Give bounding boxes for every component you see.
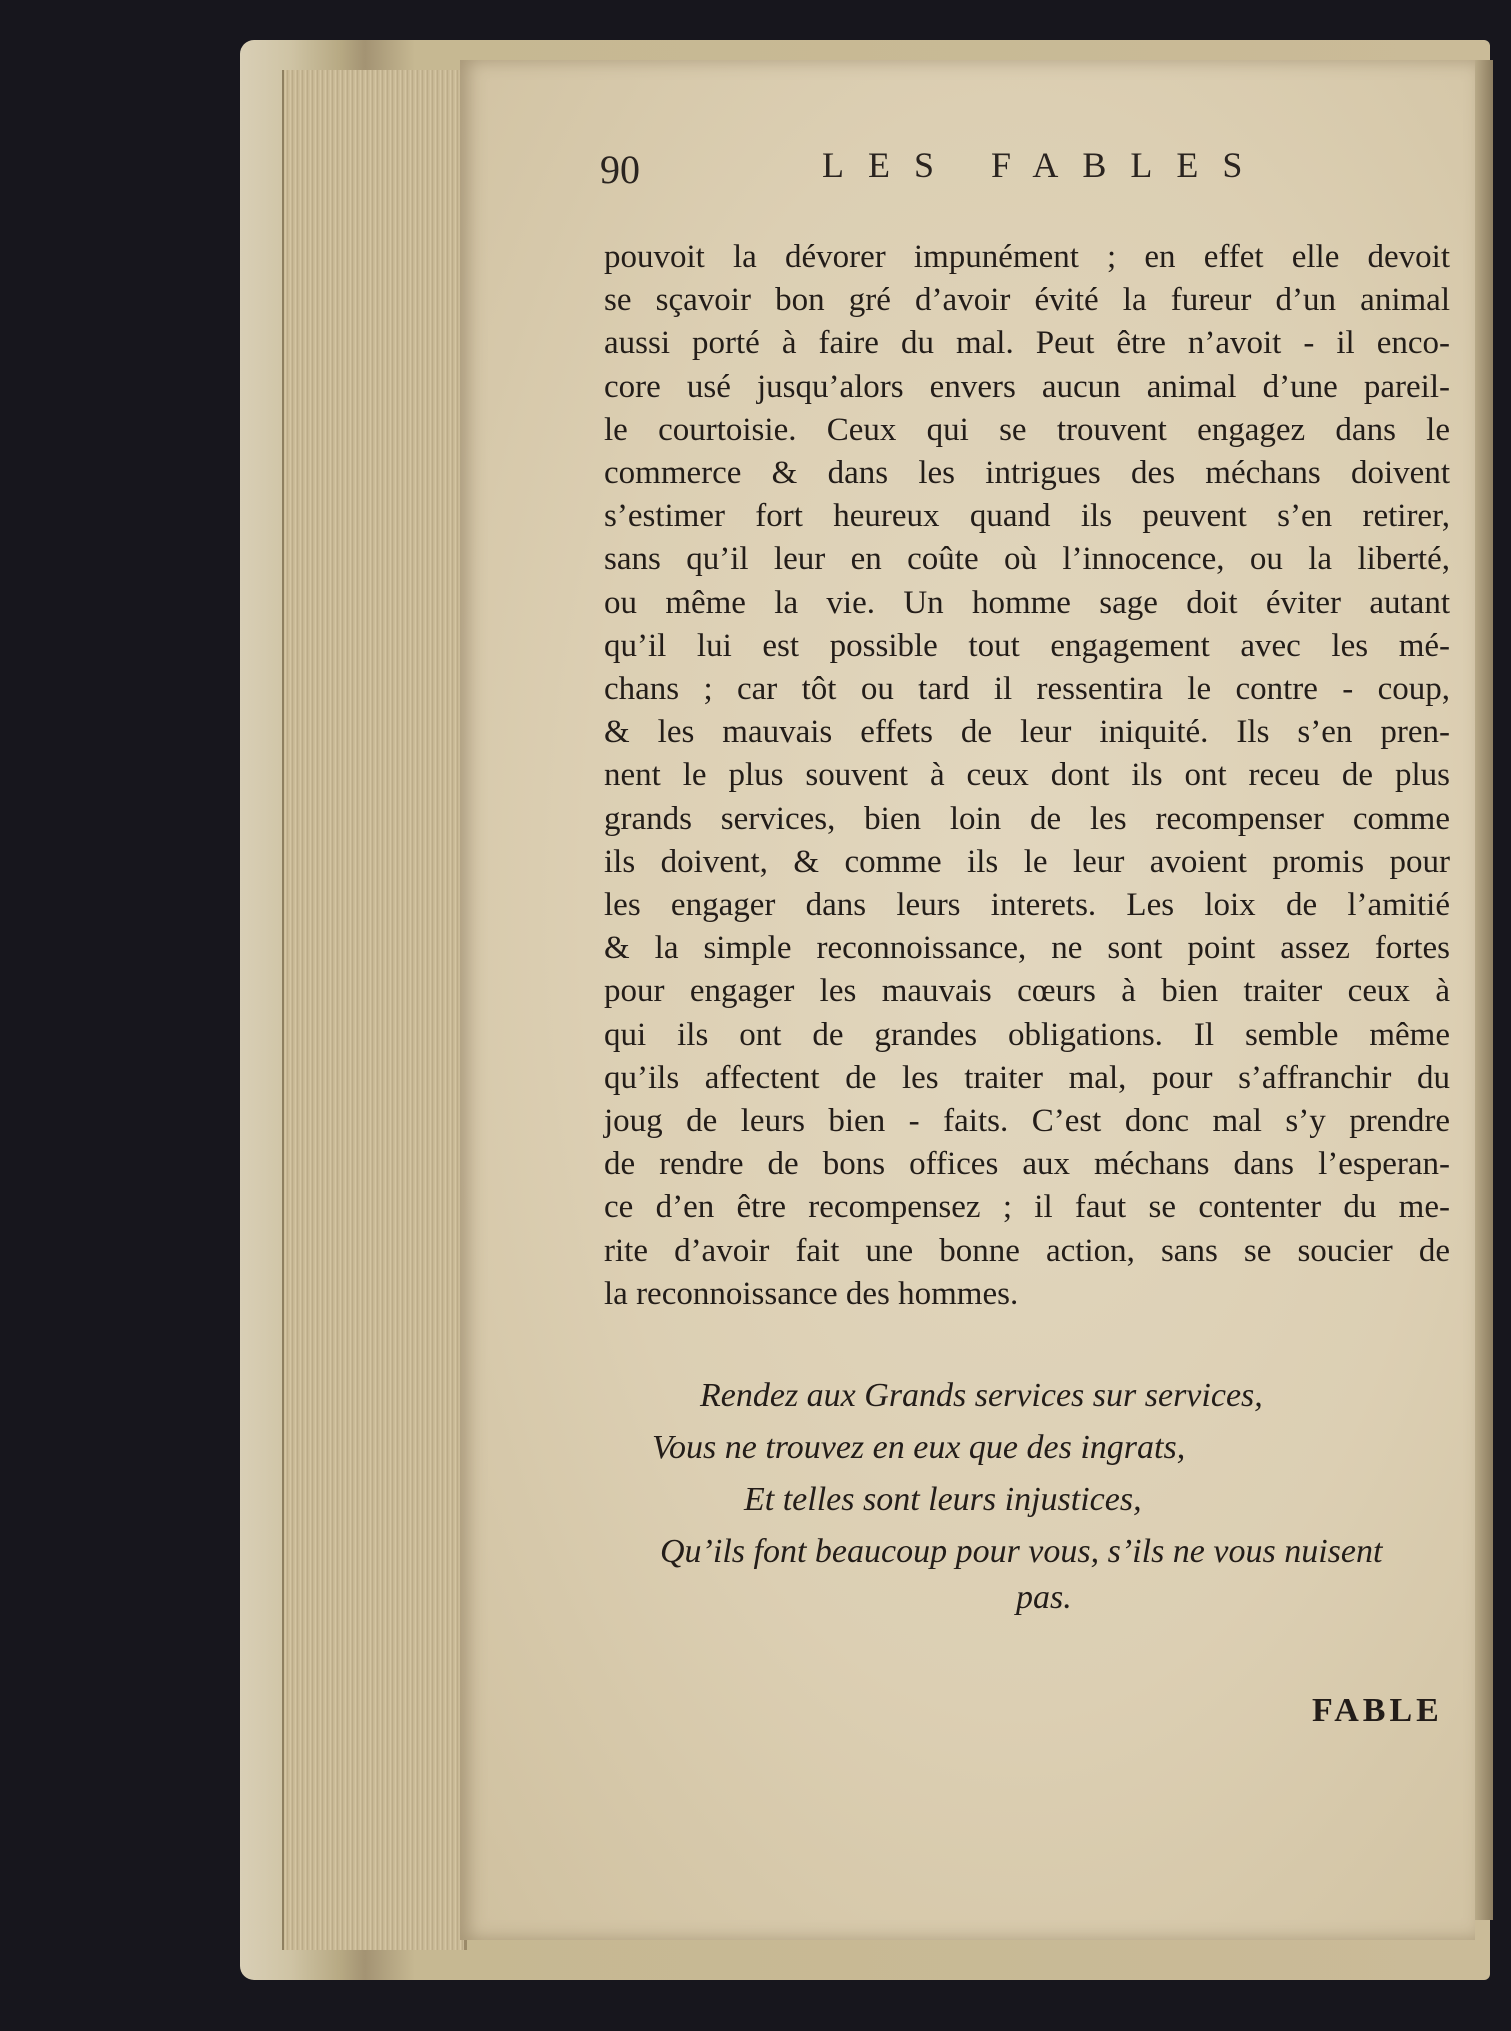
- text-line: se sçavoir bon gré d’avoir évité la fureur d’un animal: [604, 282, 1450, 319]
- text-line: qu’ils affectent de les traiter mal, pour s’affranchir du: [604, 1059, 1450, 1096]
- text-line: chans ; car tôt ou tard il ressentira le contre - coup,: [604, 671, 1450, 708]
- verse-line: Rendez aux Grands services sur services,: [700, 1377, 1263, 1414]
- text-line: la reconnoissance des hommes.: [604, 1275, 1019, 1312]
- verse-line: Vous ne trouvez en eux que des ingrats,: [652, 1429, 1186, 1466]
- text-line: de rendre de bons offices aux méchans dans l’esperan-: [604, 1146, 1450, 1183]
- text-line: joug de leurs bien - faits. C’est donc mal s’y prendre: [604, 1103, 1450, 1140]
- page-gutter: [1475, 60, 1493, 1920]
- page-number: 90: [600, 147, 640, 192]
- text-line: pour engager les mauvais cœurs à bien traiter ceux à: [604, 973, 1450, 1010]
- text-line: nent le plus souvent à ceux dont ils ont receu de plus: [604, 757, 1450, 794]
- text-line: sans qu’il leur en coûte où l’innocence, ou la liberté,: [604, 541, 1450, 578]
- text-line: & la simple reconnoissance, ne sont point assez fortes: [604, 930, 1450, 967]
- verse-line: Qu’ils font beaucoup pour vous, s’ils ne vous nuisent: [660, 1533, 1383, 1570]
- text-line: & les mauvais effets de leur iniquité. Ils s’en pren-: [604, 714, 1450, 751]
- moral-verse: [640, 1370, 1460, 1624]
- text-line: qui ils ont de grandes obligations. Il semble même: [604, 1016, 1450, 1053]
- text-line: ils doivent, & comme ils le leur avoient promis pour: [604, 843, 1450, 880]
- text-line: qu’il lui est possible tout engagement avec les mé-: [604, 627, 1450, 664]
- text-line: grands services, bien loin de les recompenser comme: [604, 800, 1450, 837]
- text-line: les engager dans leurs interets. Les loix de l’amitié: [604, 887, 1450, 924]
- text-line: ce d’en être recompensez ; il faut se contenter du me-: [604, 1189, 1450, 1226]
- text-line: pouvoit la dévorer impunément ; en effet elle devoit: [604, 239, 1450, 275]
- text-line: s’estimer fort heureux quand ils peuvent s’en retirer,: [604, 498, 1450, 535]
- page-edges: [282, 70, 467, 1950]
- running-head: [600, 140, 1360, 200]
- text-line: ou même la vie. Un homme sage doit éviter autant: [604, 584, 1450, 621]
- running-title: LES FABLES: [822, 145, 1267, 185]
- text-line: rite d’avoir fait une bonne action, sans se soucier de: [604, 1232, 1450, 1269]
- catchword: FABLE: [1312, 1692, 1443, 1729]
- prose-paragraph: [604, 236, 1450, 1316]
- text-line: le courtoisie. Ceux qui se trouvent engagez dans le: [604, 411, 1450, 448]
- verse-line: Et telles sont leurs injustices,: [744, 1481, 1142, 1518]
- text-line: core usé jusqu’alors envers aucun animal d’une pareil-: [604, 368, 1450, 405]
- text-line: aussi porté à faire du mal. Peut être n’avoit - il enco-: [604, 325, 1450, 362]
- verse-line: pas.: [1016, 1579, 1072, 1616]
- text-line: commerce & dans les intrigues des méchans doivent: [604, 455, 1450, 492]
